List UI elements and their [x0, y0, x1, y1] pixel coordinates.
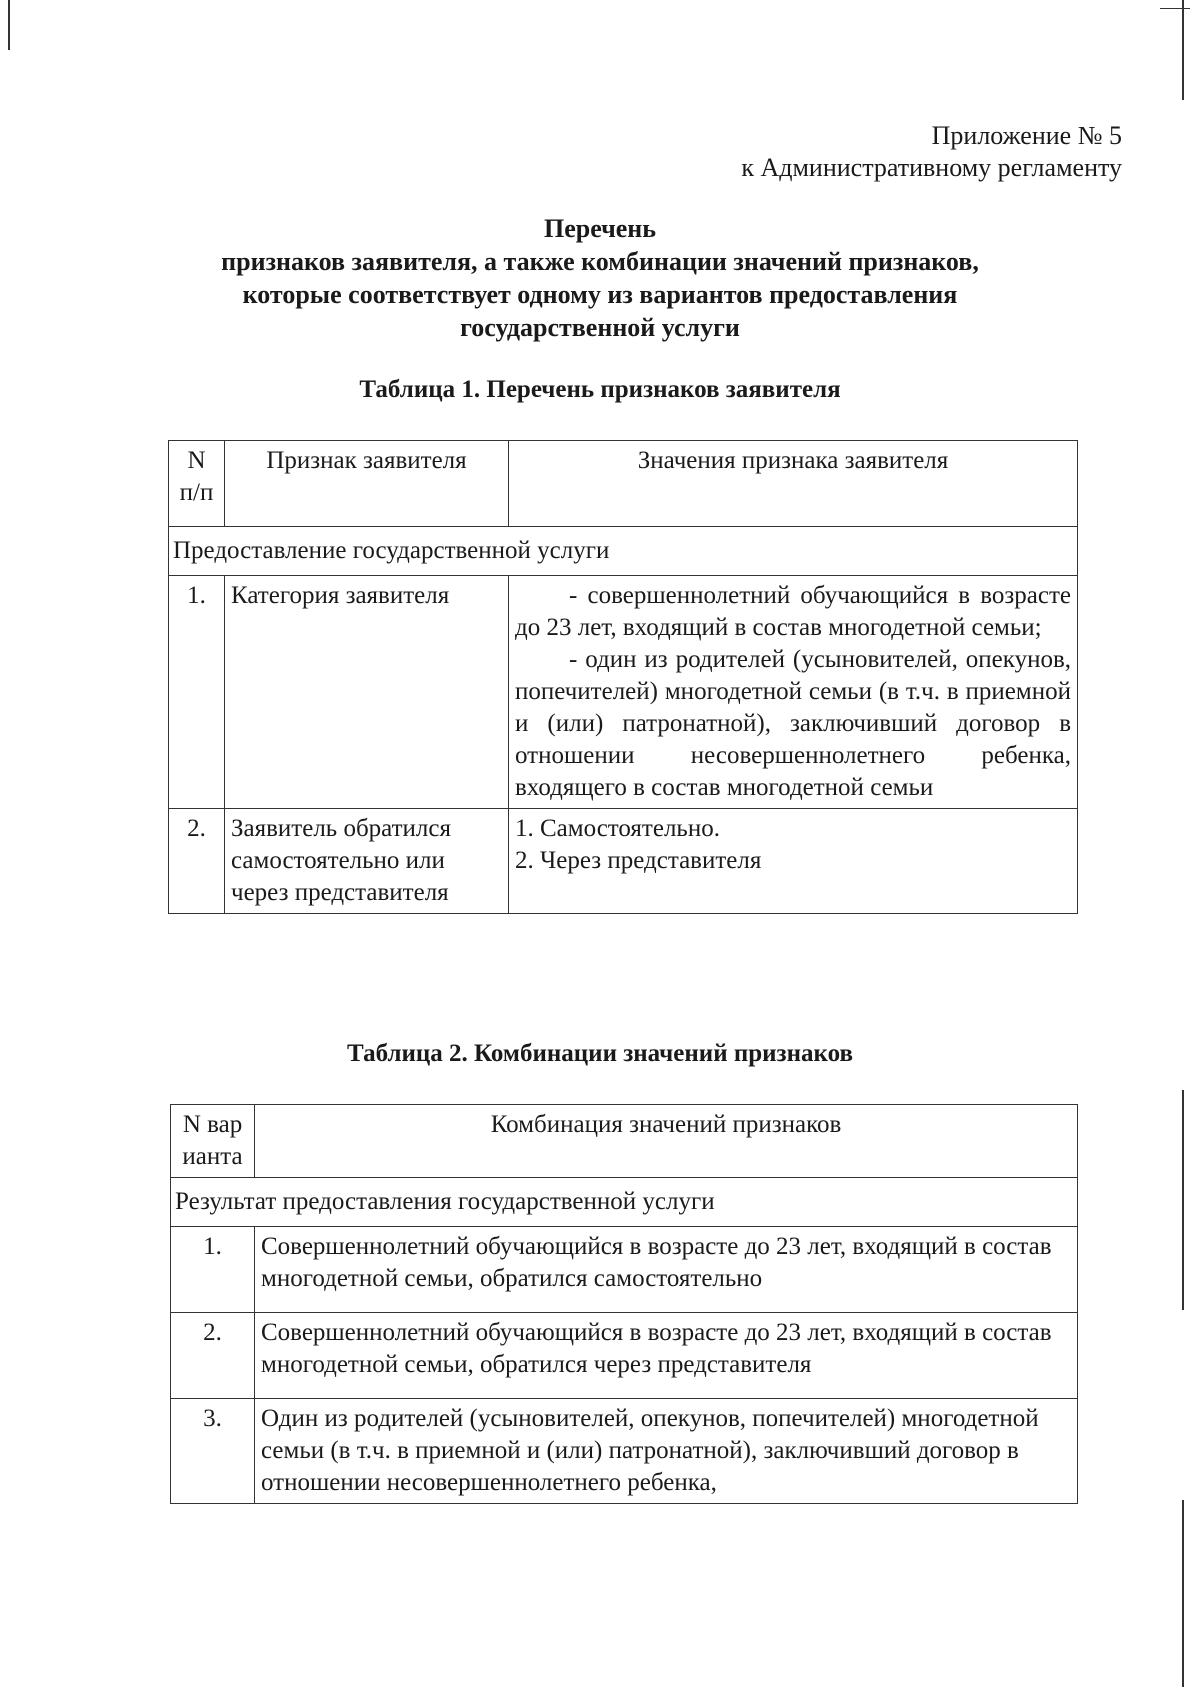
row-num: 1.	[169, 576, 225, 809]
document-title	[0, 212, 1200, 344]
row-values	[509, 576, 1078, 809]
value-item: - один из родителей (усыновителей, опекунов, попечителей) многодетной семьи (в т.ч. в приемной и (или) патронатной), заключивший договор в отношении несовершеннолетнего ребенка, входящего в состав многодетной семьи	[515, 646, 1071, 801]
row-num: 2.	[169, 809, 225, 914]
table2-caption: Таблица 2. Комбинации значений признаков	[347, 1040, 853, 1067]
row-text: Один из родителей (усыновителей, опекунов, попечителей) многодетной семьи (в т.ч. в приемной и (или) патронатной), заключивший договор в отношении несовершеннолетнего ребенка,	[255, 1399, 1078, 1504]
row-feature: Категория заявителя	[225, 576, 509, 809]
header-num: N п/п	[169, 441, 225, 527]
table-row	[171, 1399, 1078, 1504]
title-line-4: государственной услуги	[460, 313, 740, 342]
value-item: 1. Самостоятельно.	[515, 815, 720, 842]
value-item: 2. Через представителя	[515, 847, 762, 874]
table-row	[171, 1313, 1078, 1399]
table-header-row	[169, 441, 1078, 527]
combinations-table	[170, 1104, 1078, 1504]
row-num: 2.	[171, 1313, 255, 1399]
appendix-note	[741, 120, 1122, 184]
section-title: Предоставление государственной услуги	[169, 527, 1078, 576]
title-line-3: которые соответствует одному из вариантов предоставления	[242, 280, 958, 309]
title-line-1: Перечень	[543, 214, 657, 243]
table-row	[171, 1227, 1078, 1313]
title-line-2: признаков заявителя, а также комбинации значений признаков,	[221, 247, 979, 276]
header-values: Значения признака заявителя	[509, 441, 1078, 527]
table-row	[169, 576, 1078, 809]
row-num: 1.	[171, 1227, 255, 1313]
scan-mark-top	[1160, 8, 1190, 9]
table-header-row	[171, 1105, 1078, 1178]
scan-edge-right-bottom	[1182, 1500, 1184, 1687]
row-text: Совершеннолетний обучающийся в возрасте до 23 лет, входящий в состав многодетной семьи, обратился через представителя	[255, 1313, 1078, 1399]
value-item: - совершеннолетний обучающийся в возрасте до 23 лет, входящий в состав многодетной семьи;	[515, 582, 1071, 641]
section-row	[171, 1178, 1078, 1227]
section-title: Результат предоставления государственной услуги	[171, 1178, 1078, 1227]
row-values	[509, 809, 1078, 914]
scan-edge-right-top	[1182, 0, 1184, 100]
section-row	[169, 527, 1078, 576]
features-table	[168, 440, 1078, 914]
scan-edge-right-mid	[1182, 1090, 1184, 1310]
row-feature: Заявитель обратился самостоятельно или через представителя	[225, 809, 509, 914]
row-num: 3.	[171, 1399, 255, 1504]
table-row	[169, 809, 1078, 914]
appendix-line-2: к Административному регламенту	[741, 153, 1122, 182]
header-combo: Комбинация значений признаков	[255, 1105, 1078, 1178]
appendix-line-1: Приложение № 5	[931, 121, 1122, 150]
row-text: Совершеннолетний обучающийся в возрасте до 23 лет, входящий в состав многодетной семьи, обратился самостоятельно	[255, 1227, 1078, 1313]
table1-caption: Таблица 1. Перечень признаков заявителя	[359, 376, 841, 403]
header-feature: Признак заявителя	[225, 441, 509, 527]
header-num: N варианта	[171, 1105, 255, 1178]
scan-edge-left	[8, 0, 10, 50]
